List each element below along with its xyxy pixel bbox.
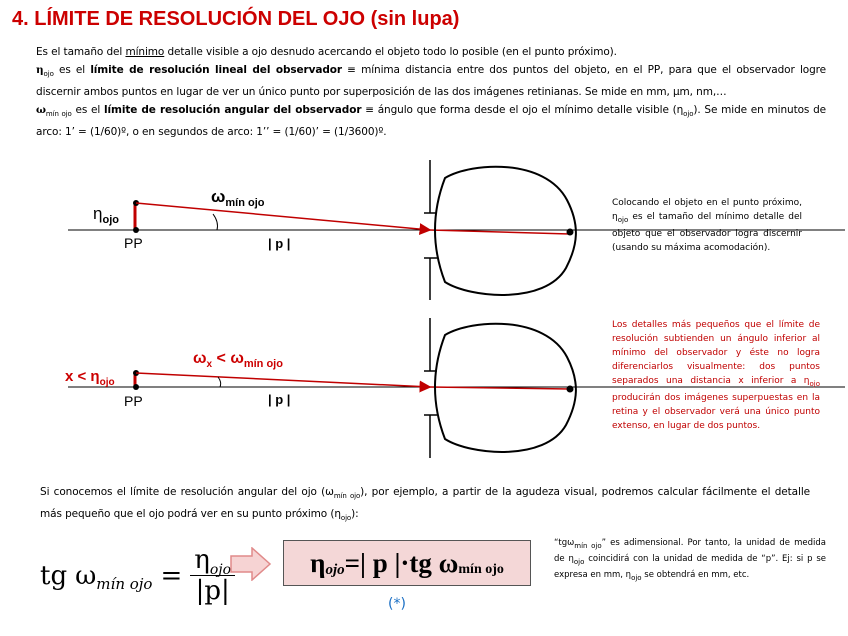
pp-point-2: [133, 384, 139, 390]
intro-paragraph: [36, 43, 826, 141]
ray-1-out: [430, 230, 570, 234]
fraction-denominator: |p|: [195, 576, 230, 606]
pp-label-1: PP: [124, 235, 143, 251]
implies-arrow-icon: [230, 547, 272, 581]
formula-left: tg ω mín ojo = $\eta_{ojo}$ |p|: [40, 545, 235, 606]
intro-line-1: Es el tamaño del mínimo detalle visible a ojo desnudo acercando el objeto todo lo posible (en el punto próximo).: [36, 46, 617, 58]
ray-1-in: [136, 203, 430, 230]
note-units: “tgω$_{mín ojo}$” es adimensional. Por tanto, la unidad de medida de $\eta_{ojo}$ coincidirá con la unidad de medida de “p”. Ej: si p se expresa en mm, $\eta_{ojo}$ se obtendrá en mm, etc.: [554, 538, 827, 582]
note-near-point: Colocando el objeto en el punto próximo, $\eta_{ojo}$ es el tamaño del mínimo detalle del objeto que el observador logra discernir (usando su máxima acomodación).: [612, 198, 802, 253]
intro-eta-definition: $\eta_{ojo}$ es el límite de resolución lineal del observador ≡ mínima distancia entre dos puntos del objeto, en el PP, para que el observador logre discernir ambos puntos en lugar de ver un único punto por superposición de las dos imágenes retinianas. Se mide en mm, μm, nm,…: [36, 64, 826, 98]
omega-label-2: $\omega_x < \omega_{mín ojo}$: [193, 350, 283, 370]
angle-arc-1: [213, 214, 218, 230]
formula-result-box: η ojo =| p |·tg ω mín ojo: [283, 540, 531, 586]
note-smaller-details: Los detalles más pequeños que el límite de resolución subtienden un ángulo inferior al mínimo del observador y éste no logra diferenciarlos visualmente: dos puntos separados una distancia x inferior a $\eta_{ojo}$ producirán dos imágenes superpuestas en la retina y el observador verá una único punto extenso, en lugar de dos puntos.: [612, 320, 820, 431]
omega-label-1: $\omega_{mín ojo}$: [211, 187, 265, 209]
ray-2-in: [136, 373, 430, 387]
p-label-2: | p |: [268, 392, 291, 407]
angle-arc-2: [218, 377, 221, 387]
x-label-2: $x < \eta_{ojo}$: [65, 368, 115, 388]
retina-point-2: [567, 386, 574, 393]
asterisk-label: (*): [388, 596, 406, 612]
intro-omega-definition: $\omega_{mín ojo}$ es el límite de resolución angular del observador ≡ ángulo que forma desde el ojo el mínimo detalle visible $(\eta_{ojo})$. Se mide en minutos de arco: 1’ = (1/60)º, o en segundos de arco: 1’’ = (1/60)’ = (1/3600)º.: [36, 104, 826, 138]
fraction-numerator: $\eta_{ojo}$: [190, 545, 235, 576]
conclusion-paragraph: Si conocemos el límite de resolución angular del ojo $(\omega_{mín ojo})$, por ejemplo, a partir de la agudeza visual, podremos calcular fácilmente el detalle más pequeño que el ojo podrá ver en su punto próximo $(\eta_{ojo})$:: [40, 486, 810, 522]
pp-point-1: [133, 227, 139, 233]
retina-point-1: [567, 229, 574, 236]
pp-label-2: PP: [124, 393, 143, 409]
p-label-1: | p |: [268, 236, 291, 251]
page-title: 4. LÍMITE DE RESOLUCIÓN DEL OJO (sin lupa): [12, 8, 460, 30]
eta-label-1: $\eta_{ojo}$: [93, 204, 119, 226]
fraction: [190, 545, 235, 606]
